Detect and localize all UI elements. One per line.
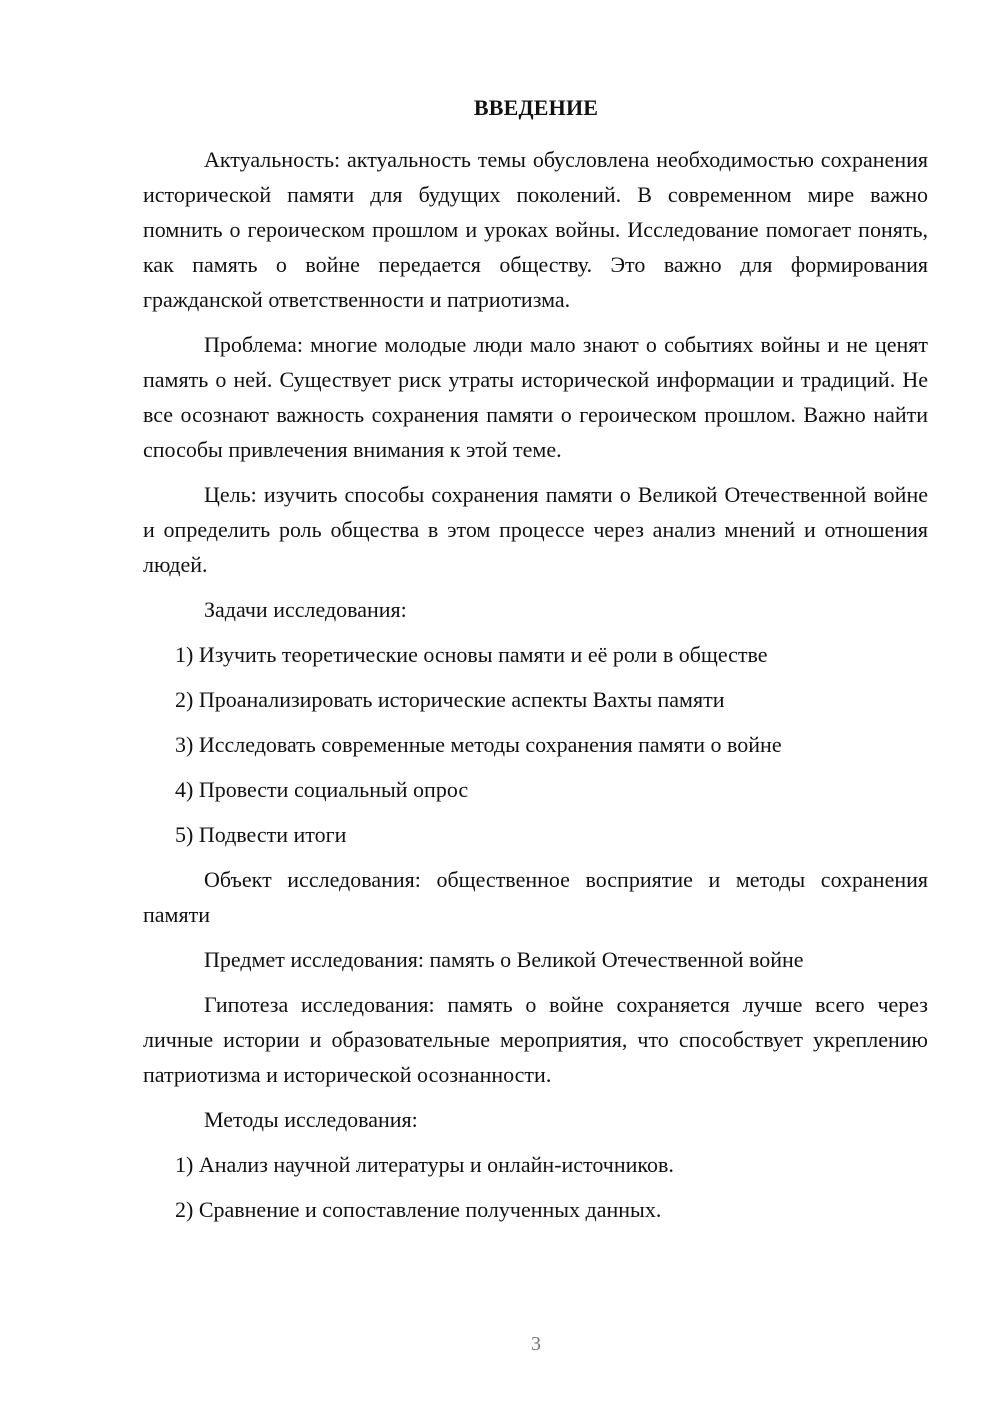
page-title: ВВЕДЕНИЕ <box>473 95 599 120</box>
methods-heading: Методы исследования: <box>204 1107 418 1132</box>
list-item: 1) Изучить теоретические основы памяти и её роли в обществе <box>175 642 768 667</box>
problem-paragraph: Проблема: многие молодые люди мало знают о событиях войны и не ценят память о ней. Существует риск утраты исторической информации и традиций. Не все осознают важность сохранения памяти о героическом прошлом. Важно найти способы привлечения внимания к этой теме. <box>143 332 928 462</box>
list-item: 2) Проанализировать исторические аспекты Вахты памяти <box>175 687 725 712</box>
list-item: 3) Исследовать современные методы сохранения памяти о войне <box>175 732 782 757</box>
list-item: 5) Подвести итоги <box>175 822 347 847</box>
methods-list <box>143 1147 928 1227</box>
subject-paragraph: Предмет исследования: память о Великой Отечественной войне <box>204 947 804 972</box>
relevance-paragraph: Актуальность: актуальность темы обусловлена необходимостью сохранения исторической памяти для будущих поколений. В современном мире важно помнить о героическом прошлом и уроках войны. Исследование помогает понять, как память о войне передается обществу. Это важно для формирования гражданской ответственности и патриотизма. <box>143 147 928 312</box>
document-body <box>143 142 928 1237</box>
list-item: 1) Анализ научной литературы и онлайн-источников. <box>175 1152 674 1177</box>
object-paragraph: Объект исследования: общественное восприятие и методы сохранения памяти <box>143 867 928 927</box>
page-number: 3 <box>531 1333 541 1355</box>
hypothesis-paragraph: Гипотеза исследования: память о войне сохраняется лучше всего через личные истории и образовательные мероприятия, что способствует укреплению патриотизма и исторической осознанности. <box>143 992 928 1087</box>
list-item: 4) Провести социальный опрос <box>175 777 469 802</box>
goal-paragraph: Цель: изучить способы сохранения памяти о Великой Отечественной войне и определить роль общества в этом процессе через анализ мнений и отношения людей. <box>143 482 928 577</box>
tasks-list <box>143 637 928 852</box>
list-item: 2) Сравнение и сопоставление полученных данных. <box>175 1197 662 1222</box>
tasks-heading: Задачи исследования: <box>204 597 407 622</box>
